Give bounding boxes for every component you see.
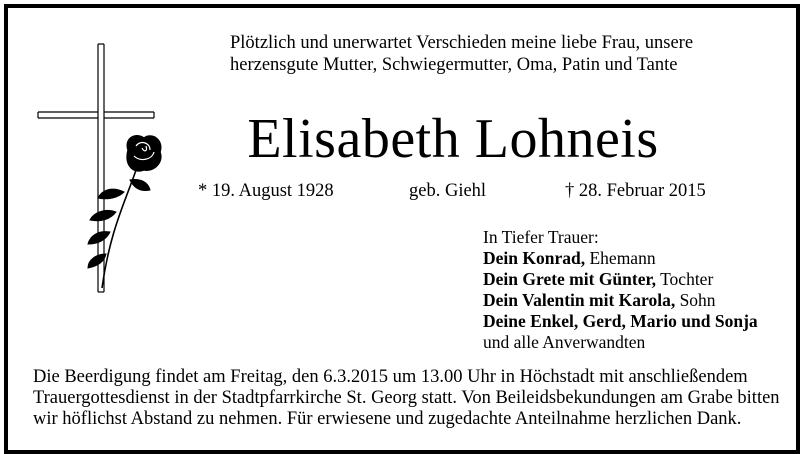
mourner-relation: Tochter [656, 269, 714, 289]
mourners-list [483, 227, 758, 353]
footer-line: Trauergottesdienst in der Stadtpfarrkirche St. Georg statt. Von Beileidsbekundungen am Grabe bitten [33, 388, 780, 408]
intro-line: Plötzlich und unerwartet Verschieden meine liebe Frau, unsere [230, 33, 694, 53]
mourners-closing: und alle Anverwandten [483, 332, 646, 352]
mourner-relation: Sohn [675, 290, 716, 310]
funeral-details [33, 367, 780, 430]
mourner-name: Dein Konrad, [483, 248, 586, 268]
mourner-entry [483, 290, 758, 311]
intro-text [230, 32, 750, 76]
death-date: † 28. Februar 2015 [565, 181, 706, 201]
mourner-entry [483, 248, 758, 269]
mourner-relation: Ehemann [585, 248, 656, 268]
mourners-heading: In Tiefer Trauer: [483, 227, 599, 247]
footer-line: Die Beerdigung findet am Freitag, den 6.3.2015 um 13.00 Uhr in Höchstadt mit anschließendem [33, 367, 748, 387]
intro-line: herzensgute Mutter, Schwiegermutter, Oma, Patin und Tante [230, 55, 678, 75]
mourner-name: Dein Grete mit Günter, [483, 269, 657, 289]
mourner-entry [483, 269, 758, 290]
maiden-name: geb. Giehl [409, 181, 487, 201]
mourner-name: Dein Valentin mit Karola, [483, 290, 676, 310]
mourner-entry [483, 311, 758, 332]
deceased-name: Elisabeth Lohneis [247, 108, 659, 170]
mourner-name: Deine Enkel, Gerd, Mario und Sonja [483, 311, 758, 331]
footer-line: wir höflichst Abstand zu nehmen. Für erwiesene und zugedachte Anteilnahme herzlichen Dank. [33, 409, 742, 429]
birth-date: * 19. August 1928 [198, 181, 334, 201]
